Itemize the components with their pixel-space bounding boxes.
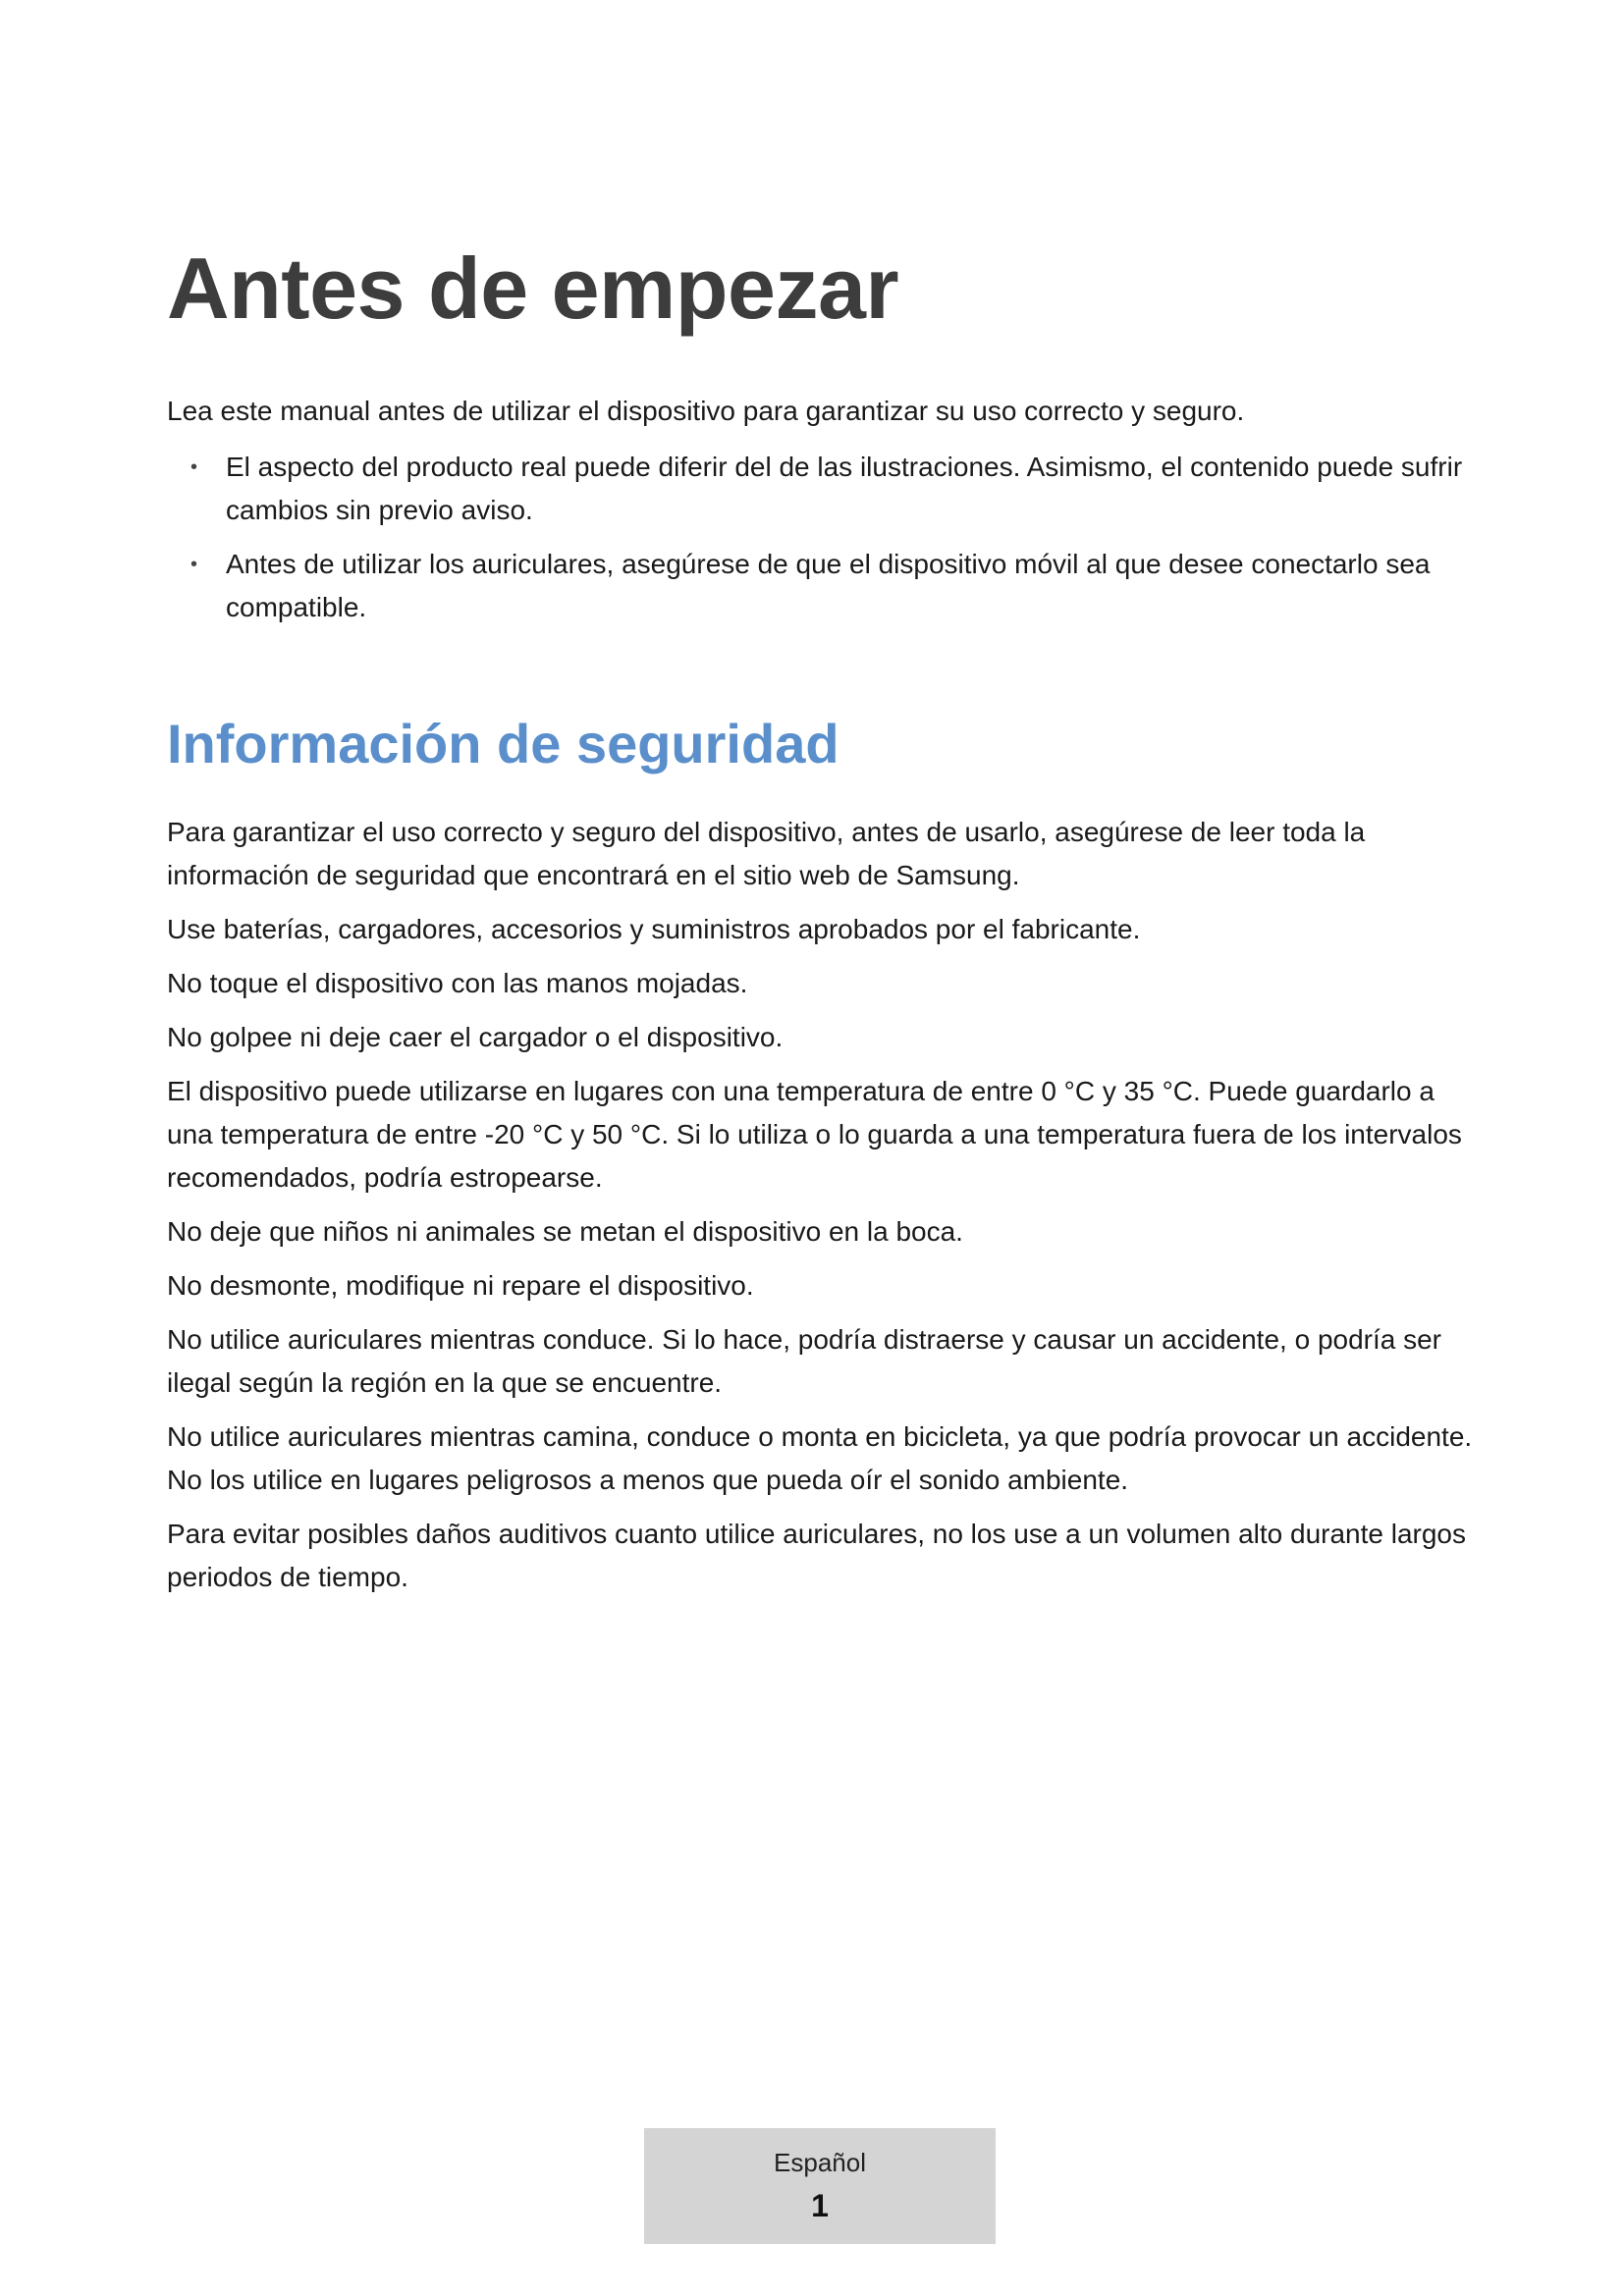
footer-language: Español [774, 2148, 866, 2177]
bullet-item [167, 543, 1473, 629]
bullet-dot-icon: • [190, 456, 198, 478]
safety-paragraph: No utilice auriculares mientras conduce. Si lo hace, podría distraerse y causar un accidente, o podría ser ilegal según la región en la que se encuentre. [167, 1324, 1442, 1398]
safety-paragraph: No desmonte, modifique ni repare el dispositivo. [167, 1270, 754, 1301]
section-title-safety: Información de seguridad [167, 713, 839, 774]
safety-paragraph: Para evitar posibles daños auditivos cuanto utilice auriculares, no los use a un volumen alto durante largos periodos de tiempo. [167, 1519, 1466, 1592]
intro-bullet-list [167, 446, 1473, 640]
safety-paragraph: Para garantizar el uso correcto y seguro del dispositivo, antes de usarlo, asegúrese de leer toda la información de seguridad que encontrará en el sitio web de Samsung. [167, 817, 1366, 890]
safety-paragraph: Use baterías, cargadores, accesorios y suministros aprobados por el fabricante. [167, 914, 1141, 944]
safety-paragraph: El dispositivo puede utilizarse en lugares con una temperatura de entre 0 °C y 35 °C. Puede guardarlo a una temperatura de entre -20 °C y 50 °C. Si lo utiliza o lo guarda a una temperatura fuera de los intervalos recomendados, podría estropearse. [167, 1076, 1462, 1193]
bullet-text: Antes de utilizar los auriculares, asegúrese de que el dispositivo móvil al que desee conectarlo sea compatible. [226, 549, 1431, 622]
safety-paragraph: No utilice auriculares mientras camina, conduce o monta en bicicleta, ya que podría provocar un accidente. No los utilice en lugares peligrosos a menos que pueda oír el sonido ambiente. [167, 1421, 1473, 1495]
bullet-item [167, 446, 1473, 532]
page-title: Antes de empezar [167, 240, 899, 337]
safety-paragraph: No toque el dispositivo con las manos mojadas. [167, 968, 748, 998]
intro-paragraph: Lea este manual antes de utilizar el dispositivo para garantizar su uso correcto y seguro. [167, 396, 1245, 426]
bullet-dot-icon: • [190, 554, 198, 575]
safety-section [167, 811, 1473, 1610]
bullet-text: El aspecto del producto real puede diferir del de las ilustraciones. Asimismo, el contenido puede sufrir cambios sin previo aviso. [226, 452, 1463, 525]
page-footer [644, 2128, 996, 2244]
page-number: 1 [811, 2188, 829, 2223]
safety-paragraph: No golpee ni deje caer el cargador o el dispositivo. [167, 1022, 784, 1052]
safety-paragraph: No deje que niños ni animales se metan el dispositivo en la boca. [167, 1216, 963, 1247]
